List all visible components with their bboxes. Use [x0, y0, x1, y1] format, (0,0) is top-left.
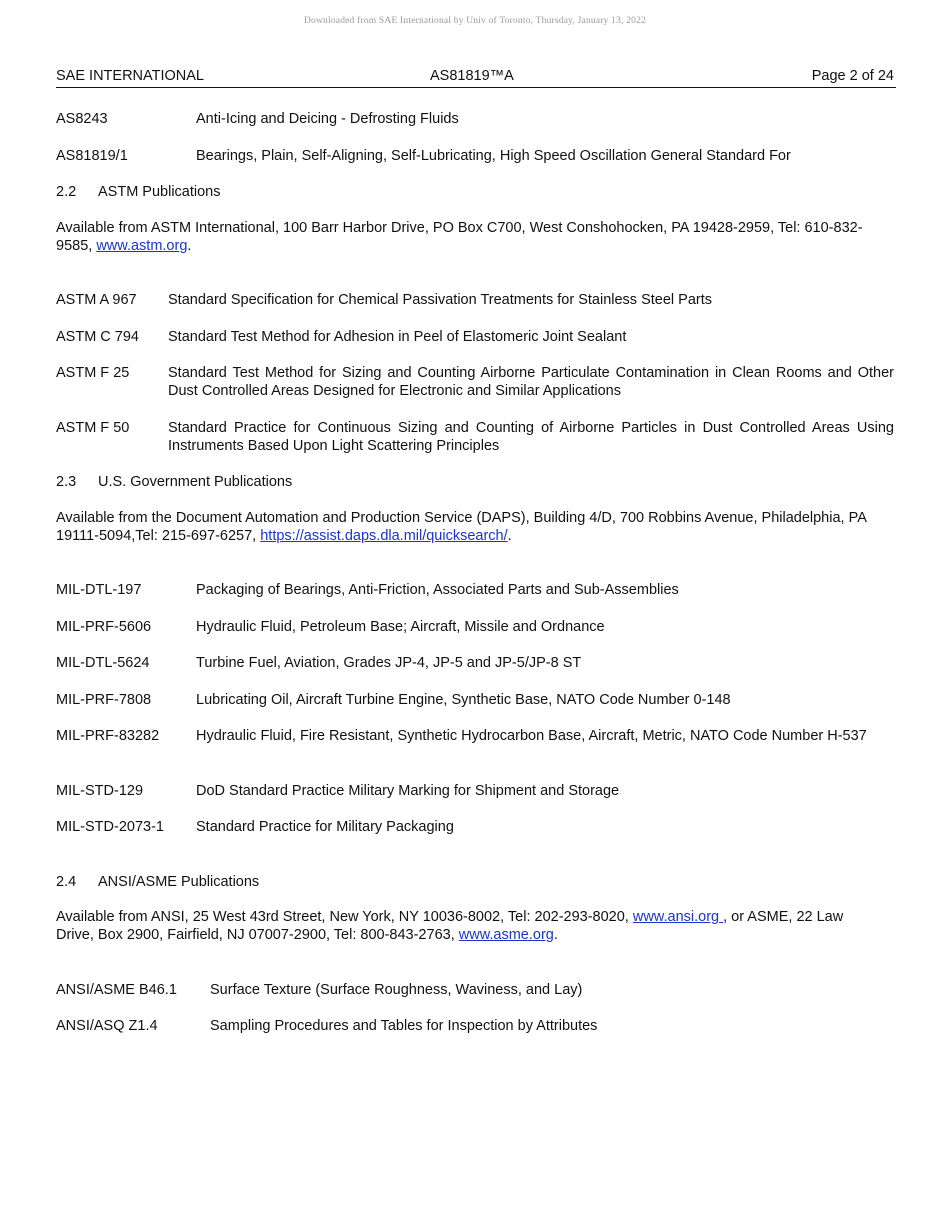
reference-code: ASTM C 794 [56, 329, 139, 345]
availability-text: Available from the Document Automation and Production Service (DAPS), Building 4/D, 700 Robbins Avenue, Philadelphia, PA 19111-5094,Tel: 215-697-6257, [56, 510, 867, 544]
reference-code: ASTM F 25 [56, 365, 130, 381]
section-number: 2.3 [56, 474, 77, 490]
reference-description: Standard Test Method for Sizing and Counting Airborne Particulate Contamination in Clean Rooms and Other Dust Controlled Areas Designed for Electronic and Similar Applications [168, 365, 894, 399]
reference-description: Standard Practice for Continuous Sizing and Counting of Airborne Particles in Dust Controlled Areas Using Instruments Based Upon Light Scattering Principles [168, 420, 894, 454]
header-organization: SAE INTERNATIONAL [56, 68, 204, 84]
reference-code: MIL-DTL-197 [56, 582, 142, 598]
reference-description: Anti-Icing and Deicing - Defrosting Fluids [196, 111, 459, 127]
section-title: ASTM Publications [98, 184, 221, 200]
ansi-website-link[interactable]: www.ansi.org [632, 909, 724, 925]
reference-description: Standard Test Method for Adhesion in Peel of Elastomeric Joint Sealant [168, 329, 627, 345]
reference-description: Turbine Fuel, Aviation, Grades JP-4, JP-5 and JP-5/JP-8 ST [196, 655, 582, 671]
us-government-availability-paragraph [56, 509, 876, 545]
header-document-number: AS81819™A [430, 68, 514, 84]
reference-description: Bearings, Plain, Self-Aligning, Self-Lubricating, High Speed Oscillation General Standard For [196, 148, 791, 164]
astm-availability-paragraph [56, 219, 876, 255]
reference-description: Standard Practice for Military Packaging [196, 819, 454, 835]
availability-end: . [187, 238, 192, 254]
section-number: 2.4 [56, 874, 77, 890]
reference-description: Hydraulic Fluid, Petroleum Base; Aircraft, Missile and Ordnance [196, 619, 605, 635]
reference-code: AS8243 [56, 111, 108, 127]
reference-code: ASTM A 967 [56, 292, 137, 308]
reference-description: Standard Specification for Chemical Passivation Treatments for Stainless Steel Parts [168, 292, 713, 308]
reference-description: DoD Standard Practice Military Marking for Shipment and Storage [196, 783, 620, 799]
reference-code: MIL-STD-2073-1 [56, 819, 164, 835]
reference-description: Lubricating Oil, Aircraft Turbine Engine, Synthetic Base, NATO Code Number 0-148 [196, 692, 731, 708]
page-header [56, 66, 896, 88]
reference-code: AS81819/1 [56, 148, 128, 164]
assist-quicksearch-link[interactable]: https://assist.daps.dla.mil/quicksearch/ [260, 528, 508, 544]
reference-code: MIL-DTL-5624 [56, 655, 150, 671]
reference-code: MIL-PRF-83282 [56, 728, 160, 744]
reference-code: MIL-PRF-7808 [56, 692, 152, 708]
section-title: U.S. Government Publications [98, 474, 293, 490]
reference-description: Packaging of Bearings, Anti-Friction, Associated Parts and Sub-Assemblies [196, 582, 679, 598]
asme-website-link[interactable]: www.asme.org [458, 927, 554, 943]
availability-text-middle: , or ASME, 22 Law Drive, Box 2900, Fairfield, NJ 07007-2900, Tel: 800-843-2763, [56, 909, 844, 943]
availability-end: . [553, 927, 558, 943]
section-title: ANSI/ASME Publications [98, 874, 260, 890]
reference-description: Hydraulic Fluid, Fire Resistant, Synthetic Hydrocarbon Base, Aircraft, Metric, NATO Code Number H-537 [196, 728, 867, 744]
availability-text: Available from ANSI, 25 West 43rd Street, New York, NY 10036-8002, Tel: 202-293-8020, [56, 909, 633, 925]
header-page-number: Page 2 of 24 [811, 68, 894, 84]
reference-description: Surface Texture (Surface Roughness, Waviness, and Lay) [210, 982, 583, 998]
availability-end: . [507, 528, 512, 544]
section-number: 2.2 [56, 184, 77, 200]
reference-code: ANSI/ASQ Z1.4 [56, 1018, 158, 1034]
reference-code: ANSI/ASME B46.1 [56, 982, 177, 998]
ansi-availability-paragraph [56, 908, 876, 944]
reference-code: MIL-STD-129 [56, 783, 144, 799]
reference-code: ASTM F 50 [56, 420, 130, 436]
download-watermark: Downloaded from SAE International by Univ of Toronto, Thursday, January 13, 2022 [303, 16, 647, 26]
astm-website-link[interactable]: www.astm.org [96, 238, 188, 254]
availability-text: Available from ASTM International, 100 Barr Harbor Drive, PO Box C700, West Conshohocken, PA 19428-2959, Tel: 610-832-9585, [56, 220, 863, 254]
reference-description: Sampling Procedures and Tables for Inspection by Attributes [210, 1018, 598, 1034]
reference-code: MIL-PRF-5606 [56, 619, 152, 635]
